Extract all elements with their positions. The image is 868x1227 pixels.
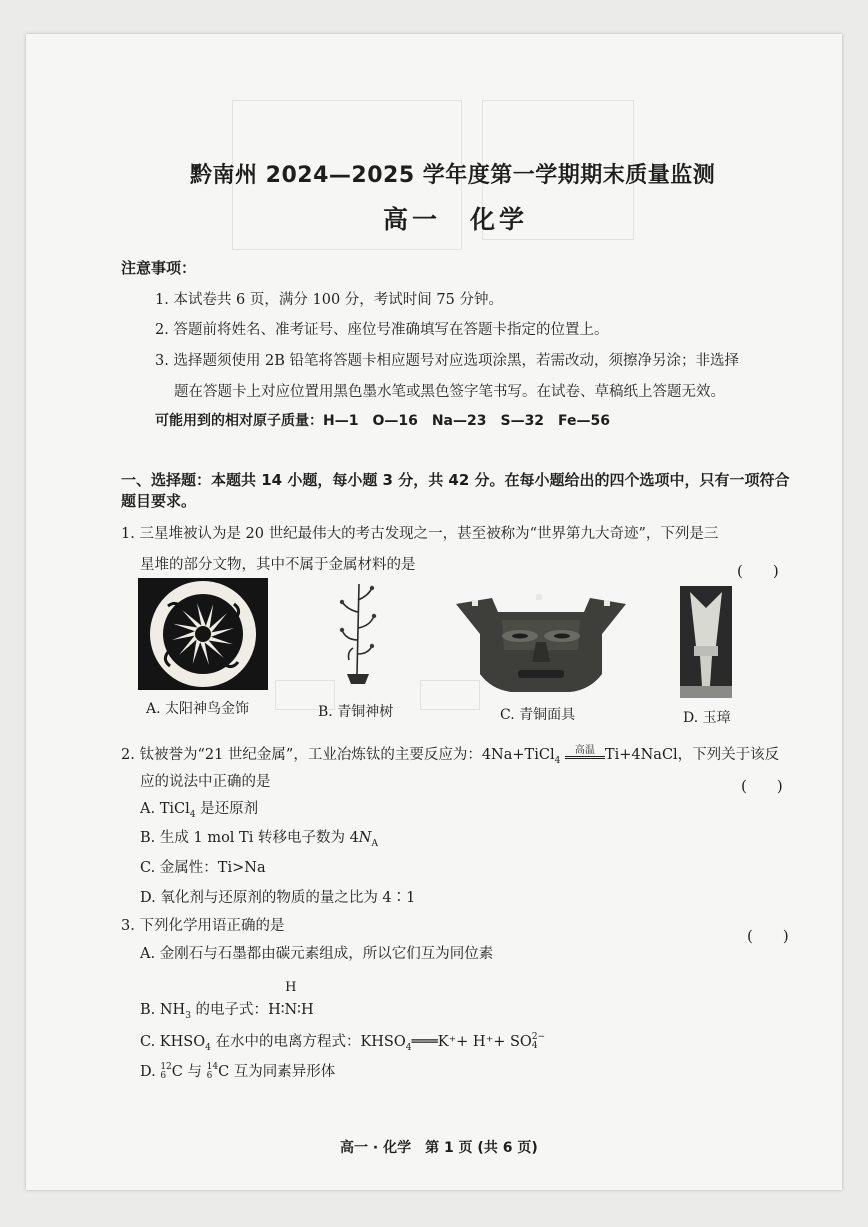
q2-reaction-arrow (565, 745, 605, 759)
q1-option-c: C. 青铜面具 (500, 707, 576, 723)
q3-answer-paren: ( ) (747, 927, 789, 945)
notice-heading: 注意事项： (121, 259, 197, 277)
q3-stem: 3. 下列化学用语正确的是 (121, 918, 285, 934)
q2-stem-subscript: 4 (554, 755, 561, 766)
q1-option-a: A. 太阳神鸟金饰 (146, 701, 250, 717)
section-1-heading: 一、选择题：本题共 14 小题，每小题 3 分，共 42 分。在每小题给出的四个选项中，只有一项符合 (121, 471, 790, 489)
notice-item-3-line-1: 3. 选择题须使用 2B 铅笔将答题卡相应题号对应选项涂黑，若需改动，须擦净另涂；非选择 (155, 353, 740, 369)
nh3-electron-formula: H H∶N∶H (268, 980, 314, 1018)
q1-stem-line-2: 星堆的部分文物，其中不属于金属材料的是 (140, 557, 416, 573)
exam-subject: 高一 化学 (383, 205, 529, 234)
page-footer: 高一 · 化学 第 1 页 (共 6 页) (340, 1140, 538, 1156)
q3-option-d: D. 12 6 C 与 14 6 C 互为同素异形体 (140, 1062, 336, 1081)
q2-reaction-condition: 高温 (574, 745, 595, 756)
bronze-mask-image (452, 590, 630, 696)
notice-item-1: 1. 本试卷共 6 页，满分 100 分，考试时间 75 分钟。 (155, 292, 503, 308)
q2-option-d: D. 氧化剂与还原剂的物质的量之比为 4∶1 (140, 890, 416, 906)
q2-option-a: A. TiCl$_4$ 是还原剂 (140, 801, 259, 820)
q1-stem-line-1: 1. 三星堆被认为是 20 世纪最伟大的考古发现之一，甚至被称为“世界第九大奇迹”，下列是三 (121, 526, 719, 542)
q1-answer-paren: ( ) (737, 562, 779, 580)
section-1-heading-cont: 题目要求。 (121, 492, 197, 510)
bronze-tree-image (333, 578, 383, 692)
q2-answer-paren: ( ) (741, 777, 783, 795)
nh3-top-hydrogen: H (285, 980, 297, 995)
notice-item-2: 2. 答题前将姓名、准考证号、座位号准确填写在答题卡指定的位置上。 (155, 322, 609, 338)
q3-option-c: C. $KHSO_4$ 在水中的电离方程式：$KHSO_4═══K^++ H^++$ SO 2− 4 (140, 1032, 546, 1053)
q2-stem-line-1 (121, 743, 779, 766)
q2-option-c: C. 金属性：Ti>Na (140, 860, 266, 876)
q2-stem-line-2: 应的说法中正确的是 (140, 774, 271, 790)
notice-item-3-line-2: 题在答题卡上对应位置用黑色墨水笔或黑色签字笔书写。在试卷、草稿纸上答题无效。 (174, 384, 725, 400)
sun-bird-gold-ornament-image (138, 578, 268, 690)
q2-stem-prefix: 2. 钛被誉为“21 世纪金属”，工业冶炼钛的主要反应为：4Na+TiCl (121, 747, 555, 763)
q3-option-b: B. $NH_3$ 的电子式： H H∶N∶H (140, 980, 314, 1021)
q2-stem-suffix: Ti+4NaCl，下列关于该反 (604, 747, 780, 763)
jade-zhang-image (680, 586, 732, 698)
q2-option-b: B. 生成 1 mol Ti 转移电子数为 $4N_A$ (140, 830, 378, 849)
q1-option-b: B. 青铜神树 (318, 704, 394, 720)
atomic-masses: 可能用到的相对原子质量：H—1 O—16 Na—23 S—32 Fe—56 (155, 413, 611, 429)
q1-option-d: D. 玉璋 (683, 710, 731, 726)
q3-option-a: A. 金刚石与石墨都由碳元素组成，所以它们互为同位素 (140, 946, 494, 962)
exam-title: 黔南州 2024—2025 学年度第一学期期末质量监测 (190, 163, 716, 188)
